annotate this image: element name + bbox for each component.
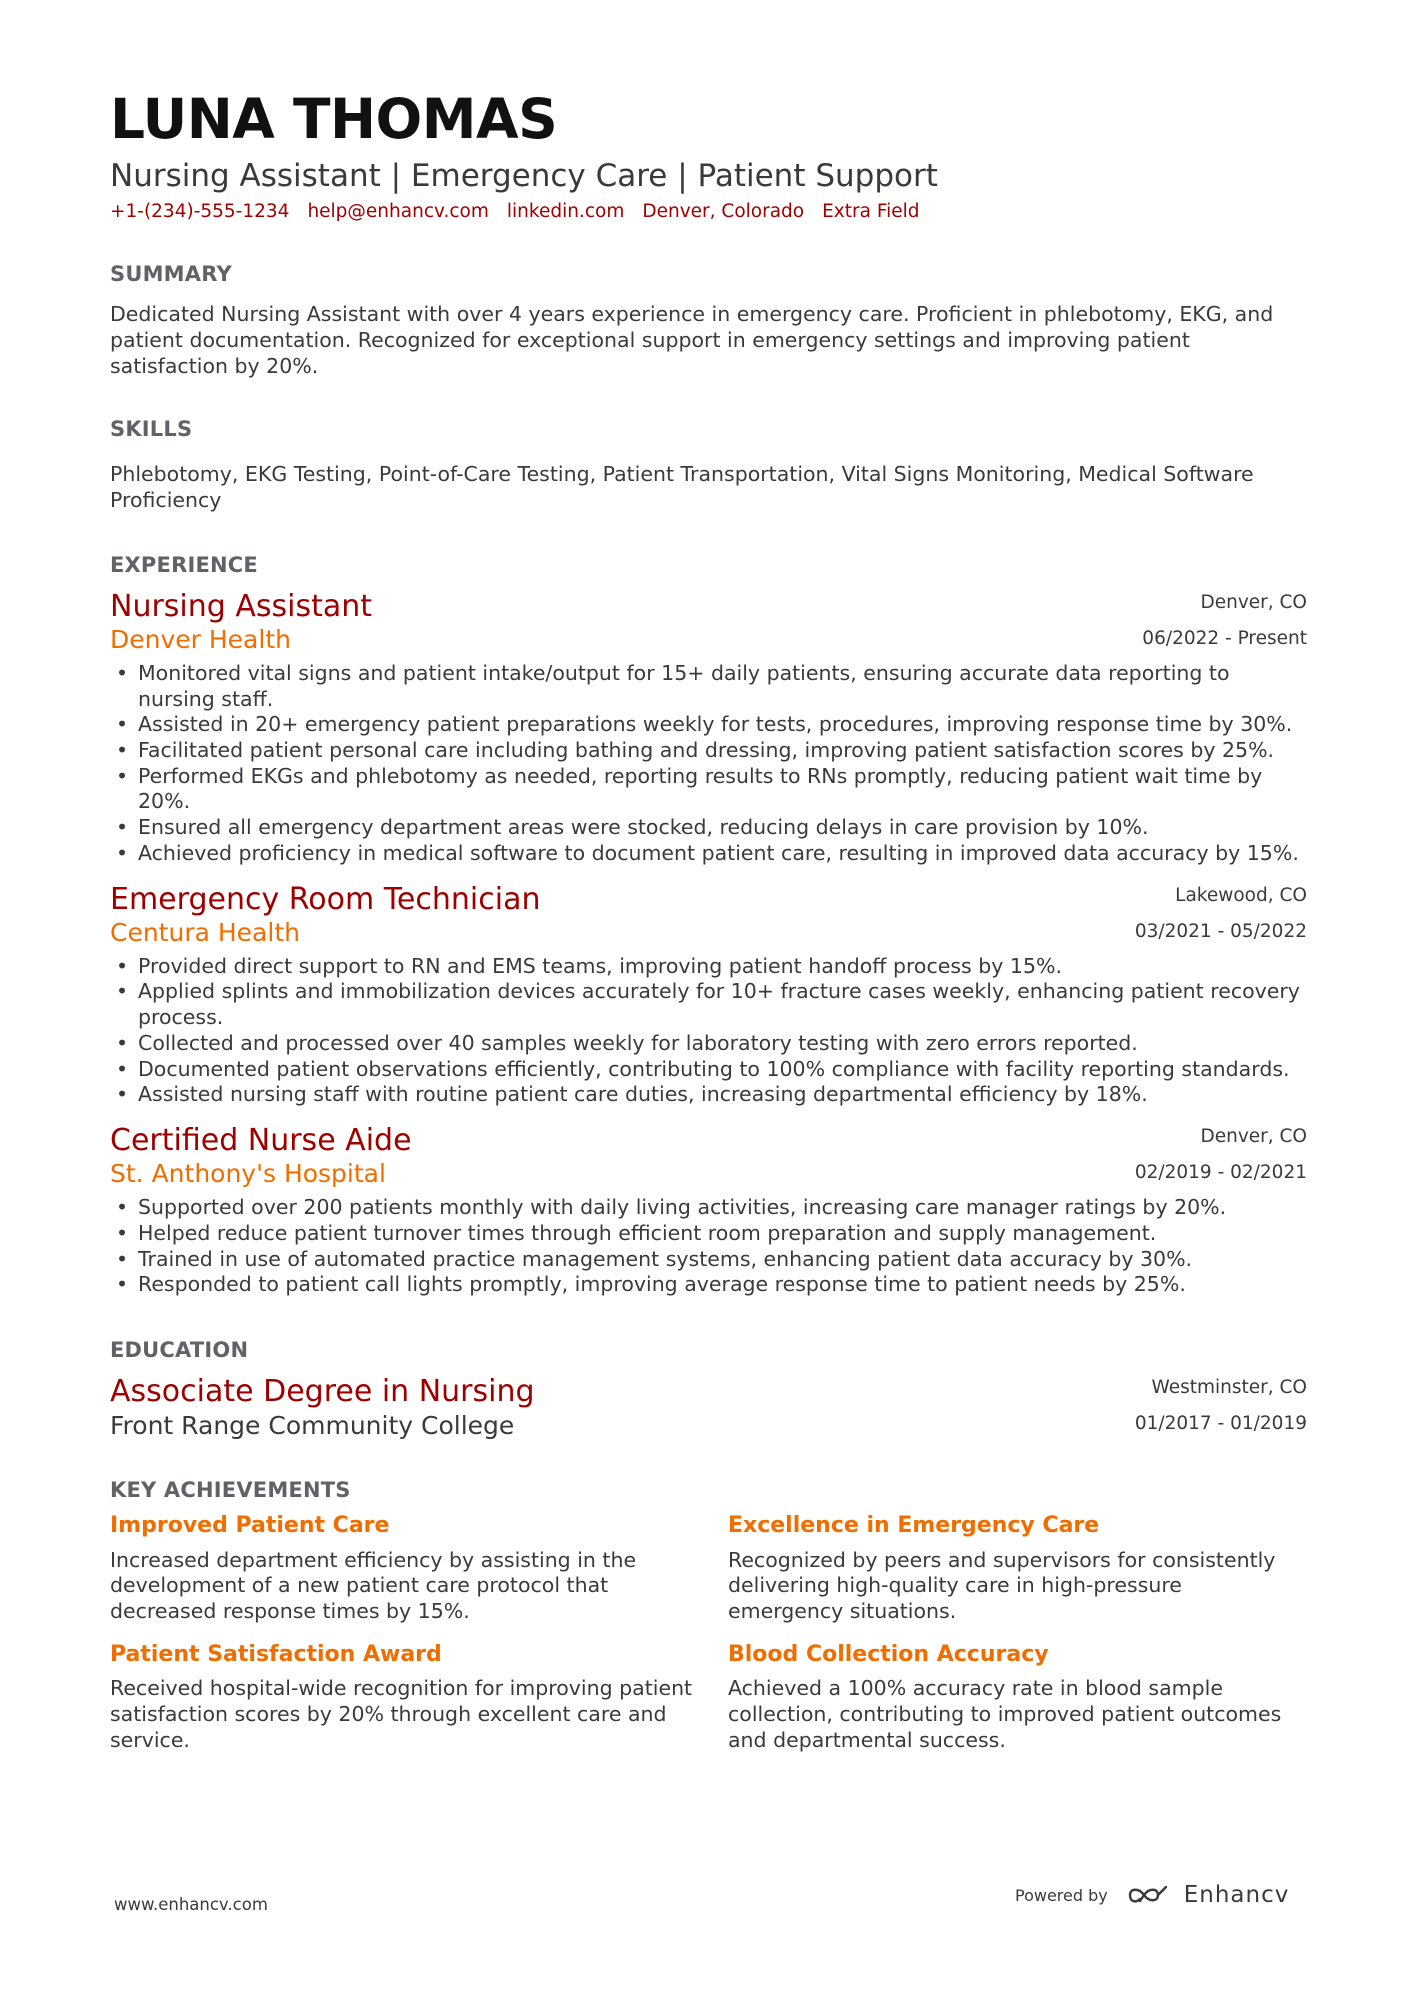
achievements-heading: KEY ACHIEVEMENTS [110, 1478, 351, 1503]
job-company: Denver Health [110, 625, 291, 655]
enhancv-logo-icon [1126, 1883, 1172, 1907]
education-entry [110, 1375, 1307, 1440]
job-company: St. Anthony's Hospital [110, 1159, 386, 1189]
job-bullet: • Trained in use of automated practice management systems, enhancing patient data accuracy by 30%. [110, 1247, 1307, 1273]
job-bullet: • Responded to patient call lights promptly, improving average response time to patient needs by 25%. [110, 1272, 1307, 1298]
skills-heading: SKILLS [110, 416, 193, 441]
job-location: Denver, CO [1200, 591, 1307, 613]
skills-text: Phlebotomy, EKG Testing, Point-of-Care Testing, Patient Transportation, Vital Signs Monitoring, Medical Software Proficiency [110, 461, 1254, 512]
brand-name: Enhancv [1183, 1882, 1290, 1908]
resume-page [110, 87, 1307, 1753]
job-bullets [110, 1195, 1307, 1298]
job-bullet: • Ensured all emergency department areas were stocked, reducing delays in care provision by 10%. [110, 815, 1307, 841]
summary-heading: SUMMARY [110, 261, 232, 286]
job-dates: 02/2019 - 02/2021 [1134, 1161, 1307, 1183]
degree-title: Associate Degree in Nursing [110, 1374, 535, 1410]
job-bullet: • Provided direct support to RN and EMS teams, improving patient handoff process by 15%. [110, 954, 1307, 980]
contact-email[interactable]: help@enhancv.com [307, 200, 489, 222]
achievement-item [728, 1642, 1307, 1754]
experience-section [110, 552, 1307, 1298]
job-bullets [110, 954, 1307, 1108]
education-location: Westminster, CO [1151, 1377, 1307, 1399]
job-bullet: • Performed EKGs and phlebotomy as needed, reporting results to RNs promptly, reducing patient wait time by 20%. [110, 764, 1307, 815]
job-bullet: • Collected and processed over 40 samples weekly for laboratory testing with zero errors reported. [110, 1031, 1307, 1057]
job-title: Nursing Assistant [110, 588, 373, 624]
powered-by-label: Powered by [1015, 1885, 1108, 1905]
job-bullet: • Assisted in 20+ emergency patient preparations weekly for tests, procedures, improving response time by 30%. [110, 712, 1307, 738]
skills-section [110, 416, 1307, 513]
summary-text: Dedicated Nursing Assistant with over 4 years experience in emergency care. Proficient in phlebotomy, EKG, and patient documentation. Recognized for exceptional support in emergency settings and improving patient satisfaction by 20%. [110, 301, 1274, 378]
job-bullets [110, 661, 1307, 867]
job-bullet: • Facilitated patient personal care including bathing and dressing, improving patient satisfaction scores by 25%. [110, 738, 1307, 764]
education-section [110, 1340, 1307, 1440]
summary-section [110, 261, 1307, 379]
job-entry [110, 1124, 1307, 1298]
job-location: Lakewood, CO [1175, 884, 1307, 906]
achievement-item [110, 1513, 728, 1625]
education-heading: EDUCATION [110, 1338, 249, 1363]
job-title: Emergency Room Technician [110, 881, 541, 917]
job-bullet: • Supported over 200 patients monthly with daily living activities, increasing care manager ratings by 20%. [110, 1195, 1307, 1221]
job-location: Denver, CO [1200, 1125, 1307, 1147]
job-entry [110, 590, 1307, 867]
contact-extra: Extra Field [822, 200, 920, 222]
contact-location: Denver, Colorado [642, 200, 805, 222]
job-bullet: • Documented patient observations efficiently, contributing to 100% compliance with facility reporting standards. [110, 1057, 1307, 1083]
contact-phone[interactable]: +1-(234)-555-1234 [110, 200, 290, 222]
achievement-item [110, 1642, 728, 1754]
achievement-title: Improved Patient Care [110, 1513, 390, 1539]
achievement-title: Excellence in Emergency Care [728, 1513, 1100, 1539]
job-title: Certified Nurse Aide [110, 1122, 412, 1158]
achievement-title: Patient Satisfaction Award [110, 1641, 442, 1667]
job-bullet: • Applied splints and immobilization devices accurately for 10+ fracture cases weekly, enhancing patient recovery process. [110, 979, 1307, 1030]
school-name: Front Range Community College [110, 1410, 515, 1440]
footer-website[interactable]: www.enhancv.com [114, 1895, 268, 1914]
job-bullet: • Achieved proficiency in medical software to document patient care, resulting in improved data accuracy by 15%. [110, 841, 1307, 867]
achievement-desc: Achieved a 100% accuracy rate in blood sample collection, contributing to improved patient outcomes and departmental success. [728, 1676, 1282, 1752]
achievement-desc: Recognized by peers and supervisors for consistently delivering high-quality care in high-pressure emergency situations. [728, 1547, 1276, 1624]
education-dates: 01/2017 - 01/2019 [1134, 1413, 1307, 1435]
job-bullet: • Helped reduce patient turnover times through efficient room preparation and supply management. [110, 1221, 1307, 1247]
job-company: Centura Health [110, 918, 300, 948]
job-dates: 06/2022 - Present [1142, 627, 1307, 649]
job-bullet: • Assisted nursing staff with routine patient care duties, increasing departmental efficiency by 18%. [110, 1082, 1307, 1108]
candidate-name: LUNA THOMAS [110, 87, 558, 151]
candidate-title: Nursing Assistant | Emergency Care | Patient Support [110, 158, 938, 194]
achievement-desc: Increased department efficiency by assisting in the development of a new patient care protocol that decreased response times by 15%. [110, 1547, 637, 1624]
achievement-title: Blood Collection Accuracy [728, 1641, 1049, 1667]
achievement-desc: Received hospital-wide recognition for improving patient satisfaction scores by 20% through excellent care and service. [110, 1676, 693, 1752]
job-dates: 03/2021 - 05/2022 [1134, 920, 1307, 942]
footer-branding [1015, 1882, 1289, 1908]
contact-row [110, 201, 1307, 222]
achievement-item [728, 1513, 1307, 1625]
contact-linkedin[interactable]: linkedin.com [506, 200, 625, 222]
experience-heading: EXPERIENCE [110, 552, 258, 577]
achievements-grid [110, 1513, 1307, 1753]
job-entry [110, 883, 1307, 1108]
enhancv-logo[interactable] [1126, 1882, 1290, 1908]
job-bullet: • Monitored vital signs and patient intake/output for 15+ daily patients, ensuring accurate data reporting to nursing staff. [110, 661, 1307, 712]
achievements-section [110, 1480, 1307, 1753]
